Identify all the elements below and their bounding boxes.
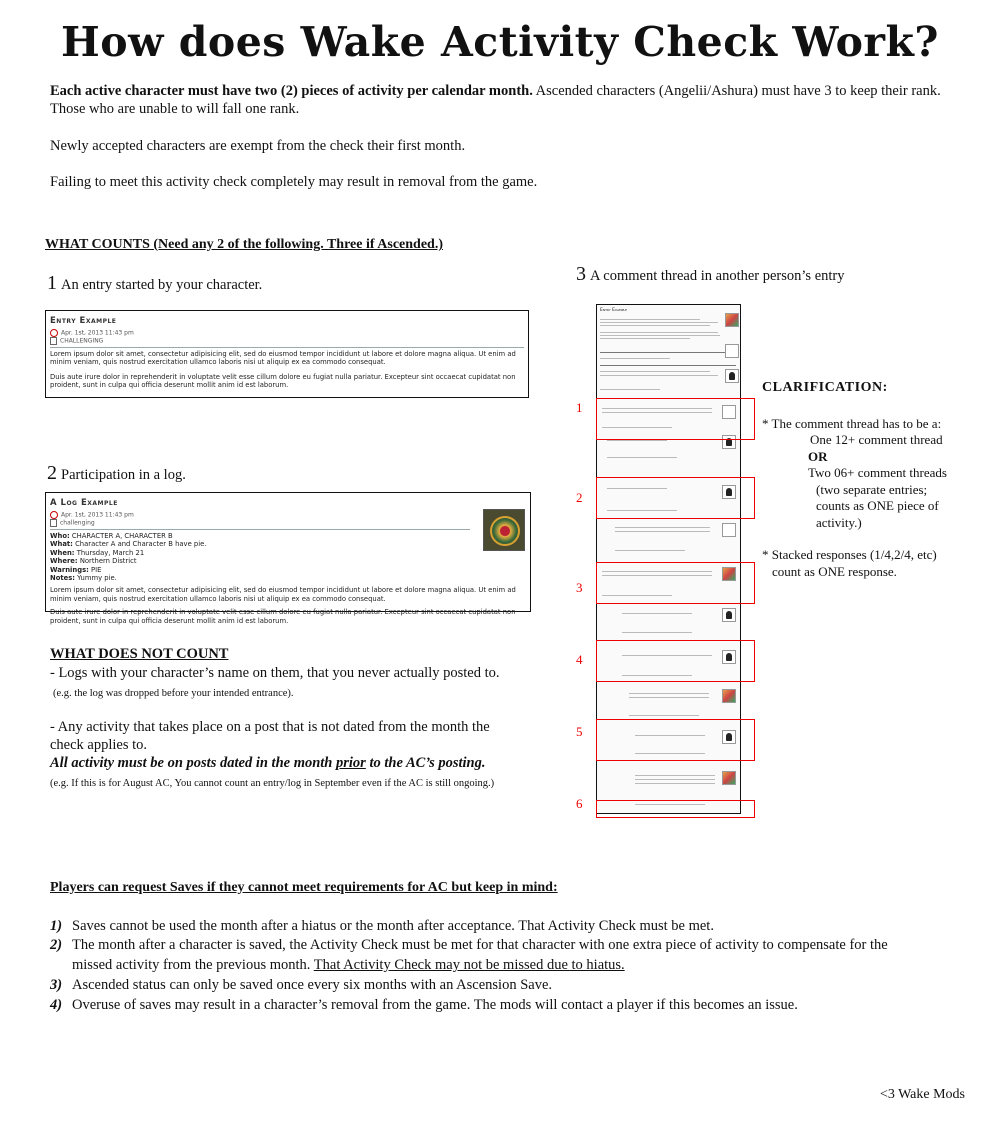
item-3-heading — [576, 263, 845, 286]
not-count-line-2: - Any activity that takes place on a post that is not dated from the month the — [50, 719, 490, 735]
thread-avatar-icon — [725, 313, 739, 327]
highlight-box-5 — [596, 719, 755, 761]
item-1-number: 1 — [47, 272, 57, 294]
save-rule-2-continued: missed activity from the previous month. That Activity Check may not be missed due to hiatus. — [72, 957, 625, 973]
highlight-box-3 — [596, 562, 755, 604]
marker-6: 6 — [576, 796, 583, 811]
entry-example-body-2: Duis aute irure dolor in reprehenderit in voluptate velit esse cillum dolore eu fugiat nulla pariatur. Excepteur sint occaecat cupidatat non proident, sunt in culpa qui officia deserunt mollit anim id est laborum. — [50, 372, 516, 390]
log-example-title: A Log Example — [50, 498, 118, 508]
not-count-rule: All activity must be on posts dated in the month prior to the AC’s posting. — [50, 755, 486, 771]
log-warnings: Warnings: PIE — [50, 565, 102, 574]
prior-emphasis: prior — [336, 755, 366, 771]
highlight-box-6 — [596, 800, 755, 818]
log-example-body-1: Lorem ipsum dolor sit amet, consectetur adipisicing elit, sed do eiusmod tempor incididunt ut labore et dolore magna aliqua. Ut enim ad minim veniam, quis nostrud exercitation ullamco laboris nisi ut aliquip ex ea commodo consequat. — [50, 586, 516, 603]
log-example-body-2: Duis aute irure dolor in reprehenderit in voluptate velit esse cillum dolore eu fugiat nulla pariatur. Excepteur sint occaecat cupidatat non proident, sunt in culpa qui officia deserunt mollit anim id est laborum. — [50, 608, 516, 625]
entry-example-tag: CHALLENGING — [50, 337, 524, 345]
intro-paragraph-1 — [50, 82, 970, 118]
marker-5: 5 — [576, 724, 583, 739]
log-example-tag: challenging — [50, 519, 526, 527]
highlight-box-1 — [596, 398, 755, 440]
marker-3: 3 — [576, 580, 583, 595]
save-rule-1: 1) Saves cannot be used the month after a hiatus or the month after acceptance. That Activity Check must be met. — [50, 918, 714, 934]
clarification-or: OR — [808, 449, 828, 464]
signature: <3 Wake Mods — [879, 1087, 965, 1102]
clarification-line-2: One 12+ comment thread — [810, 432, 943, 447]
not-count-heading: WHAT DOES NOT COUNT — [50, 646, 229, 662]
clarification-line-8: * Stacked responses (1/4,2/4, etc) — [762, 547, 937, 562]
clarification-line-6: counts as ONE piece of — [816, 498, 939, 513]
clarification-line-5: (two separate entries; — [816, 482, 928, 497]
clarification-heading: CLARIFICATION: — [762, 380, 888, 395]
clarification-line-9: count as ONE response. — [772, 564, 897, 579]
page-title: How does Wake Activity Check Work? — [61, 18, 939, 66]
intro-paragraph-3: Failing to meet this activity check completely may result in removal from the game. — [50, 174, 538, 190]
saves-heading: Players can request Saves if they cannot meet requirements for AC but keep in mind: — [50, 880, 558, 895]
save-rule-3: 3) Ascended status can only be saved once every six months with an Ascension Save. — [50, 977, 553, 993]
log-example-date: Apr. 1st, 2013 11:43 pm — [50, 511, 526, 519]
intro-paragraph-2: Newly accepted characters are exempt from the check their first month. — [50, 138, 466, 154]
highlight-box-2 — [596, 477, 755, 519]
entry-example-box — [45, 310, 529, 398]
thread-entry-title: Entry Example — [600, 308, 627, 313]
intro-rule-bold: Each active character must have two (2) pieces of activity per calendar month. — [50, 83, 533, 99]
entry-example-body-1: Lorem ipsum dolor sit amet, consectetur adipisicing elit, sed do eiusmod tempor incididunt ut labore et dolore magna aliqua. Ut enim ad minim veniam, quis nostrud exercitation ullamco laboris nisi ut aliquip ex ea commodo consequat. — [50, 350, 516, 367]
not-count-note-1: (e.g. the log was dropped before your intended entrance). — [53, 688, 294, 699]
intro-rule-rest: Ascended characters (Angelii/Ashura) must have 3 to keep their rank. — [532, 83, 941, 99]
marker-1: 1 — [576, 400, 583, 415]
marker-4: 4 — [576, 652, 583, 667]
log-who: Who: CHARACTER A, CHARACTER B — [50, 532, 173, 540]
log-where: Where: Northern District — [50, 557, 137, 566]
not-count-line-1: - Logs with your character’s name on them, that you never actually posted to. — [50, 665, 500, 681]
hiatus-emphasis: That Activity Check may not be missed due to hiatus. — [313, 957, 625, 973]
clarification-line-4: Two 06+ comment threads — [808, 465, 947, 480]
tag-icon — [50, 337, 57, 345]
marker-2: 2 — [576, 490, 583, 505]
highlight-box-4 — [596, 640, 755, 682]
entry-example-date: Apr. 1st, 2013 11:43 pm — [50, 329, 524, 337]
item-3-number: 3 — [576, 263, 586, 285]
entry-example-divider — [50, 347, 524, 348]
save-rule-2: 2) The month after a character is saved, the Activity Check must be met for that character with one extra piece of activity to compensate for the — [50, 937, 888, 953]
log-when: When: Thursday, March 21 — [50, 548, 145, 557]
not-count-note-2: (e.g. If this is for August AC, You cannot count an entry/log in September even if the AC is still ongoing.) — [50, 778, 495, 789]
log-icon-image — [483, 509, 525, 551]
clarification-line-7: activity.) — [816, 515, 862, 530]
item-2-label: Participation in a log. — [61, 467, 186, 483]
item-2-number: 2 — [47, 462, 57, 484]
log-example-box — [45, 492, 531, 625]
log-example-divider — [50, 529, 470, 530]
no-entry-icon — [50, 329, 58, 337]
item-3-label: A comment thread in another person’s entry — [590, 268, 845, 284]
item-1-heading — [47, 272, 262, 295]
log-what: What: Character A and Character B have pie. — [50, 540, 207, 549]
what-counts-heading: WHAT COUNTS (Need any 2 of the following. Three if Ascended.) — [45, 237, 443, 252]
save-rule-4: 4) Overuse of saves may result in a character’s removal from the game. The mods will contact a player if this becomes an issue. — [50, 997, 798, 1013]
entry-example-title: Entry Example — [50, 316, 117, 326]
item-1-label: An entry started by your character. — [61, 277, 263, 293]
item-2-heading — [47, 462, 186, 485]
log-notes: Notes: Yummy pie. — [50, 574, 117, 583]
clarification-line-1: * The comment thread has to be a: — [762, 416, 942, 431]
not-count-line-2b: check applies to. — [50, 737, 148, 753]
no-entry-icon — [50, 511, 58, 519]
intro-rule-line2: Those who are unable to will fall one rank. — [50, 101, 300, 117]
tag-icon — [50, 519, 57, 527]
